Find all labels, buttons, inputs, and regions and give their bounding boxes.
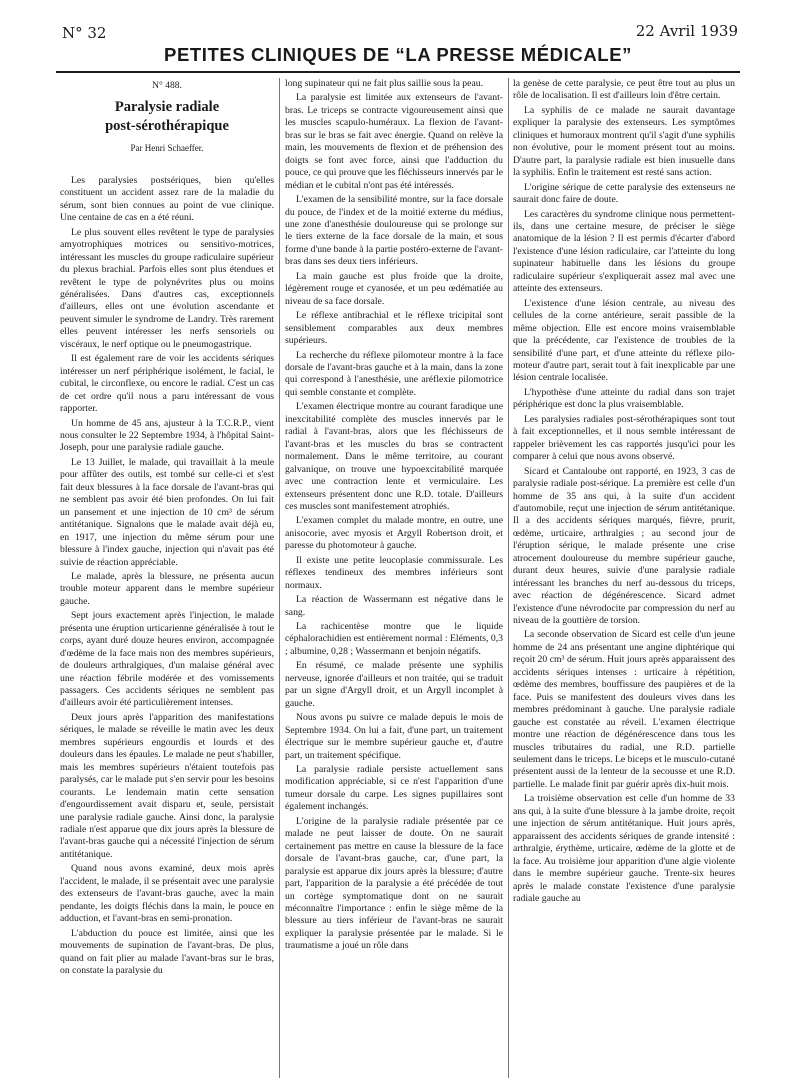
- paragraph: Il est également rare de voir les accidents sériques intéresser un nerf périphérique isolément, le facial, le cubital, le circonflexe, ou encore le radial. C'est un cas de cet ordre qu'il nous a paru intéressant de vous rapporter.: [60, 353, 274, 415]
- article-title-line-1: Paralysie radiale: [114, 99, 220, 116]
- paragraph: L'examen électrique montre au courant faradique une inexcitabilité complète des muscles innervés par le radial à l'avant-bras, alors que les fléchisseurs de l'avant-bras et les muscles du bras se contractent normalement. Dans le même territoire, au courant galvanique, on trouve une hypoexcitabilité marquée avec une contraction lente et vermiculaire. Les extenseurs présentent donc une R.D. totale. D'ailleurs ces muscles sont manifestement atrophiés.: [285, 401, 503, 512]
- paragraph: Le 13 Juillet, le malade, qui travaillait à la meule pour affûter des outils, est tombé sur celle-ci et s'est fait deux blessures à la face dorsale de l'avant-bras qui ne semblent pas avoir été bien profondes. On lui fait un pansement et une injection de 10 cm³ de sérum antitétanique. Signalons que le malade avait déjà eu, en 1917, une injection du même sérum pour une blessure à l'index gauche, injection qui n'avait pas été suivie de réaction appréciable.: [60, 456, 274, 568]
- paragraph: La paralysie radiale persiste actuellement sans modification appréciable, si ce n'est l'apparition d'une tumeur dorsale du carpe. Les signes pupillaires sont également inchangés.: [285, 764, 503, 813]
- paragraph: Quand nous avons examiné, deux mois après l'accident, le malade, il se présentait avec une paralysie des extenseurs de l'avant-bras gauche, avec la main pendante, les doigts fléchis dans la main, le pouce en adduction, et l'avant-bras en semi-pronation.: [60, 863, 274, 925]
- column-divider: [508, 78, 509, 1078]
- column-divider: [279, 78, 280, 1078]
- paragraph: L'existence d'une lésion centrale, au niveau des cellules de la corne antérieure, serait passible de la même objection. Elle est encore moins vraisemblable que la précédente, car l'existence de troubles de la sensibilité d'une part, et d'une atteinte du réflexe pilo-moteur d'autre part, serait tout à fait inexplicable par une lésion centrale localisée.: [513, 297, 735, 384]
- article-title-line-2: post-sérothérapique: [105, 118, 229, 135]
- paragraph: Les paralysies radiales post-sérothérapiques sont tout à fait exceptionnelles, et il nous semble intéressant de rappeler brièvement les cas rapportés jusqu'ici pour les comparer à celui que nous avons observé.: [513, 413, 735, 463]
- issue-date: 22 Avril 1939: [635, 22, 738, 40]
- paragraph: Deux jours après l'apparition des manifestations sériques, le malade se réveille le matin avec les deux membres supérieurs engourdis et lourds et des douleurs dans les épaules. Le malade ne peut s'habiller, mais les membres supérieurs n'étaient toutefois pas paralysés, car le malade put s'en servir pour les besoins courants. Le lendemain matin cette sensation d'engourdissement avait disparu et, seule, persistait une paralysie radiale gauche. Ainsi donc, la paralysie radiale n'est apparue que dix jours après la blessure de l'avant-bras gauche qui a nécessité l'injection de sérum antitétanique.: [60, 711, 274, 860]
- paragraph: L'abduction du pouce est limitée, ainsi que les mouvements de supination de l'avant-bras. De plus, quand on fait plier au malade l'avant-bras sur le bras, on constate la paralysie du: [60, 927, 274, 976]
- paragraph: Sept jours exactement après l'injection, le malade présenta une éruption urticarienne généralisée à tout le corps, ayant duré douze heures environ, accompagnée d'œdème de la face mais non des membres supérieurs, de douleurs arthralgiques, d'un malaise général avec une réaction fébrile modérée et des vomissements passagers. Ces accidents sériques ne semblent pas d'ailleurs avoir été particulièrement intenses.: [60, 610, 274, 709]
- paragraph: L'hypothèse d'une atteinte du radial dans son trajet périphérique est donc la plus vraisemblable.: [513, 386, 735, 411]
- paragraph: La recherche du réflexe pilomoteur montre à la face dorsale de l'avant-bras gauche et à la main, dans la zone qui correspond à l'anesthésie, une aréflexie pilomotrice qui semble constante et complète.: [285, 349, 503, 398]
- paragraph: Un homme de 45 ans, ajusteur à la T.C.R.P., vient nous consulter le 22 Septembre 1934, à l'hôpital Saint-Joseph, pour une paralysie radiale gauche.: [60, 417, 274, 454]
- paragraph: Le malade, après la blessure, ne présenta aucun trouble moteur apparent dans le membre supérieur gauche.: [60, 570, 274, 607]
- paragraph: L'origine sérique de cette paralysie des extenseurs ne saurait donc faire de doute.: [513, 181, 735, 206]
- paragraph: La seconde observation de Sicard est celle d'un jeune homme de 24 ans présentant une angine diphtérique qui reçoit 20 cm³ de sérum. Huit jours après apparaissent des accidents sériques intenses : urticaire à répétition, œdème des membres, bouffissure des paupières et de la face. Puis se manifestent des douleurs vives dans les membres prédominant à gauche. Une paralysie radiale gauche est constatée au réveil. L'examen électrique montre une réaction de dégénérescence dans tous les muscles tributaires du radial, une R.D. partielle seulement dans le triceps. Le biceps et le musculo-cutané présentent aussi de la lenteur de la secousse et une R.D. partielle. Le malade finit par guérir après dix-huit mois.: [513, 629, 735, 790]
- paragraph: Le plus souvent elles revêtent le type de paralysies amyotrophiques motrices ou sensitivo-motrices, intéressant les muscles du groupe radiculaire supérieur du plexus brachial. Parfois elles sont plus étendues et revêtent le type de polynévrites plus ou moins généralisées. Dans d'autres cas, exceptionnels d'ailleurs, elles ont une évolution ascendante et peuvent simuler le syndrome de Landry. Très rarement elles peuvent intéresser les nerfs sensoriels ou viscéraux, le nerf optique ou le pneumogastrique.: [60, 226, 274, 350]
- paragraph: Le réflexe antibrachial et le réflexe tricipital sont sensiblement comparables aux deux membres supérieurs.: [285, 310, 503, 347]
- paragraph: La rachicentèse montre que le liquide céphalorachidien est entièrement normal : Eléments, 0,3 ; albumine, 0,28 ; Wassermann et benjoin négatifs.: [285, 621, 503, 657]
- paragraph: Sicard et Cantaloube ont rapporté, en 1923, 3 cas de paralysie radiale post-sérique. La première est celle d'un homme de 35 ans qui, à la suite d'un accident d'automobile, reçut une injection de sérum antitétanique. Il a des accidents sériques marqués, fièvre, prurit, œdème, urticaire, arthralgies ; au second jour de l'éruption sérique, le malade présente une crise atrocement douloureuse du membre supérieur gauche, durant deux heures, suivie d'une paralysie radiale intéressant les branches du nerf au-dessous du triceps, avec réaction de dégénérescence. Sicard admet l'existence d'une névrodocite par compression du nerf au niveau de la gouttière de torsion.: [513, 465, 735, 627]
- paragraph: La main gauche est plus froide que la droite, légèrement rouge et cyanosée, et un peu œdématiée au niveau de sa face dorsale.: [285, 270, 503, 307]
- paragraph: L'origine de la paralysie radiale présentée par ce malade ne peut laisser de doute. On ne saurait certainement pas mettre en cause la blessure de la face dorsale de l'avant-bras gauche, car, d'une part, la paralysie est apparue dix jours après la blessure; d'autre part, l'apparition de la paralysie a été précédée de tout un cortège symptomatique dont on ne saurait méconnaître l'importance : enfin le siège même de la blessure au tiers inférieur de l'avant-bras ne saurait expliquer la paralysie présentée par le malade. Si le traumatisme a joué un rôle dans: [285, 815, 503, 952]
- text-column-2: [285, 78, 503, 1078]
- paragraph: Les caractères du syndrome clinique nous permettent-ils, dans une certaine mesure, de préciser le siège anatomique de la lésion ? Il est permis d'écarter d'abord l'existence d'une lésion radiculaire, car l'atteinte du long supinateur habituelle dans les lésions du groupe radiculaire supérieur s'expliquerait assez mal avec une atteinte des extenseurs.: [513, 208, 735, 295]
- article-byline: Par Henri Schaeffer.: [130, 143, 204, 154]
- paragraph: La troisième observation est celle d'un homme de 33 ans qui, à la suite d'une blessure à la jambe droite, reçoit une injection de sérum antitétanique. Huit jours après, apparaissent des accidents sériques de grande intensité : arthralgie, érythème, urticaire, œdème de la glotte et de la face. Au troisième jour apparition d'une algie violente dans le membre supérieur gauche. Trente-six heures après le malade constate l'existence d'une paralysie radiale gauche au: [513, 793, 735, 904]
- paragraph: Les paralysies postsériques, bien qu'elles constituent un accident assez rare de la maladie du sérum, sont bien connues au point de vue clinique. Une centaine de cas en a été réuni.: [60, 174, 274, 224]
- text-column-3: [513, 78, 735, 1078]
- text-column-1: [60, 78, 274, 1078]
- article-title: [60, 98, 274, 136]
- paragraph: La réaction de Wassermann est négative dans le sang.: [285, 594, 503, 618]
- paragraph: L'examen complet du malade montre, en outre, une anisocorie, avec myosis et Argyll Robertson droit, et paresse du photomoteur à gauche.: [285, 515, 503, 552]
- article-number: N° 488.: [152, 81, 182, 91]
- paragraph: La syphilis de ce malade ne saurait davantage expliquer la paralysie des extenseurs. Les symptômes cliniques et humoraux montrent qu'il s'agit d'une syphilis non évolutive, pour le moment présent tout au moins. D'autre part, la paralysie radiale est bien inusuelle dans la syphilis. Enfin le traitement est resté sans action.: [513, 104, 735, 179]
- paragraph: Il existe une petite leucoplasie commissurale. Les réflexes tendineux des membres inférieurs sont normaux.: [285, 554, 503, 591]
- paragraph: la genèse de cette paralysie, ce peut être tout au plus un rôle de localisation. Il est d'ailleurs loin d'être certain.: [513, 78, 735, 102]
- section-header: PETITES CLINIQUES DE “LA PRESSE MÉDICALE”: [56, 42, 740, 73]
- page-number: N° 32: [62, 24, 107, 42]
- paragraph: En résumé, ce malade présente une syphilis nerveuse, ignorée d'ailleurs et non traitée, qui se traduit par un signe d'Argyll droit, et un Argyll incomplet à gauche.: [285, 660, 503, 709]
- paragraph: Nous avons pu suivre ce malade depuis le mois de Septembre 1934. On lui a fait, d'une part, un traitement électrique sur le membre supérieur gauche et, d'autre part, un traitement spécifique.: [285, 712, 503, 761]
- paragraph: long supinateur qui ne fait plus saillie sous la peau.: [285, 78, 484, 89]
- paragraph: L'examen de la sensibilité montre, sur la face dorsale du pouce, de l'index et de la moitié externe du médius, une zone d'anesthésie douloureuse qui se prolonge sur le tiers externe de la face dorsale de la main, et sous forme d'une bande à la partie postéro-externe de l'avant-bras dans ses deux tiers inférieurs.: [285, 194, 503, 268]
- paragraph: La paralysie est limitée aux extenseurs de l'avant-bras. Le triceps se contracte vigoureusement ainsi que les muscles scapulo-huméraux. La flexion de l'avant-bras sur le bras se fait avec énergie. Quand on relève la main, les mouvements de flexion et de préhension des doigts se font avec force, ainsi que l'adduction du pouce, ce qui prouve que les fléchisseurs innervés par le médian et le cubital n'ont pas été intéressés.: [285, 92, 503, 191]
